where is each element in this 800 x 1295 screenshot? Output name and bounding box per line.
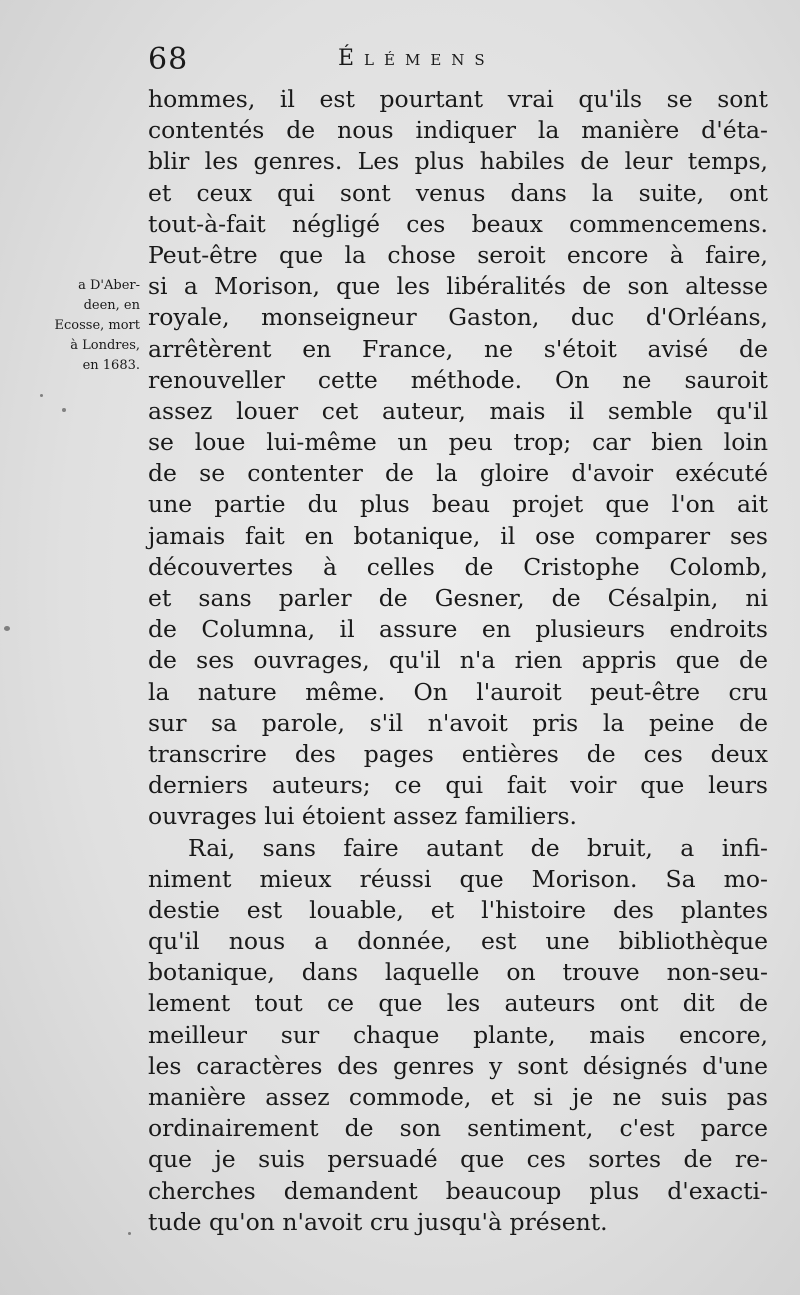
marginal-note-line: Ecosse, mort [54, 318, 140, 333]
text-line: hommes, il est pourtant vrai qu'ils se sont [148, 85, 768, 113]
ink-speck [128, 1232, 131, 1235]
page-number: 68 [148, 42, 189, 77]
text-line: de ses ouvrages, qu'il n'a rien appris que de [148, 646, 768, 675]
text-line: destie est louable, et l'histoire des plantes [148, 895, 768, 924]
text-line: découvertes à celles de Cristophe Colomb, [148, 552, 768, 581]
marginal-note-line: à Londres, [70, 338, 140, 353]
text-line: si a Morison, que les libéralités de son altesse [148, 272, 768, 301]
text-line: derniers auteurs; ce qui fait voir que leurs [148, 771, 768, 800]
text-line: de se contenter de la gloire d'avoir exécuté [148, 459, 768, 488]
ink-speck [62, 408, 66, 412]
text-line: ordinairement de son sentiment, c'est parce [148, 1114, 768, 1143]
text-line: manière assez commode, et si je ne suis pas [148, 1083, 768, 1111]
text-line-paragraph-start: Rai, sans faire autant de bruit, a infi- [188, 833, 768, 862]
marginal-footnote [0, 276, 140, 376]
text-line: blir les genres. Les plus habiles de leur temps, [148, 147, 768, 176]
running-title: Élémens [338, 46, 495, 71]
text-line: et ceux qui sont venus dans la suite, ont [148, 178, 768, 207]
text-line: de Columna, il assure en plusieurs endroits [148, 615, 768, 644]
marginal-note-line: a D'Aber- [78, 278, 140, 293]
text-line: les caractères des genres y sont désignés d'une [148, 1051, 768, 1080]
text-line: contentés de nous indiquer la manière d'éta- [148, 116, 768, 145]
text-line: et sans parler de Gesner, de Césalpin, ni [148, 584, 768, 612]
text-line: que je suis persuadé que ces sortes de re- [148, 1145, 768, 1174]
marginal-note-line: deen, en [83, 298, 140, 313]
text-line: jamais fait en botanique, il ose comparer ses [148, 521, 768, 550]
text-line: tout-à-fait négligé ces beaux commencemens. [148, 209, 768, 238]
ink-speck [4, 626, 10, 631]
text-line: royale, monseigneur Gaston, duc d'Orléans, [148, 303, 768, 332]
text-line: lement tout ce que les auteurs ont dit de [148, 989, 768, 1018]
text-line: qu'il nous a donnée, est une bibliothèque [148, 927, 768, 956]
text-line: botanique, dans laquelle on trouve non-seu- [148, 958, 768, 987]
text-line: meilleur sur chaque plante, mais encore, [148, 1020, 768, 1049]
body-text [148, 84, 768, 1238]
text-line: niment mieux réussi que Morison. Sa mo- [148, 864, 768, 893]
text-line: assez louer cet auteur, mais il semble qu'il [148, 396, 768, 425]
text-line: tude qu'on n'avoit cru jusqu'à présent. [148, 1207, 608, 1236]
text-line: arrêtèrent en France, ne s'étoit avisé de [148, 334, 768, 363]
text-line: sur sa parole, s'il n'avoit pris la peine de [148, 708, 768, 737]
text-line: cherches demandent beaucoup plus d'exacti- [148, 1176, 768, 1205]
ink-speck [40, 394, 43, 397]
text-line: renouveller cette méthode. On ne sauroit [148, 365, 768, 394]
text-line: Peut-être que la chose seroit encore à faire, [148, 240, 768, 269]
text-line: transcrire des pages entières de ces deux [148, 739, 768, 768]
text-line: une partie du plus beau projet que l'on ait [148, 490, 768, 519]
marginal-note-line: en 1683. [82, 358, 140, 373]
text-line: ouvrages lui étoient assez familiers. [148, 802, 577, 831]
text-line: la nature même. On l'auroit peut-être cru [148, 677, 768, 706]
page-header [148, 42, 728, 82]
text-line: se loue lui-même un peu trop; car bien loin [148, 428, 768, 457]
